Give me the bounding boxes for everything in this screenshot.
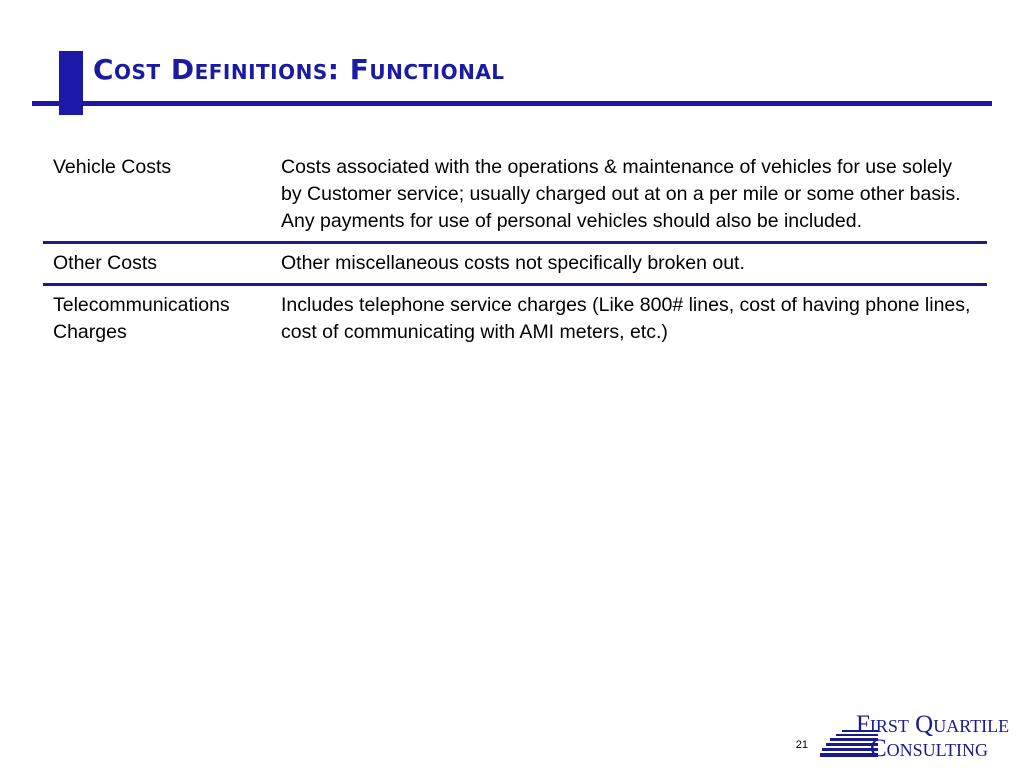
definitions-table — [43, 148, 987, 352]
page-title: Cost Definitions: Functional — [93, 53, 505, 86]
description-cell: Includes telephone service charges (Like 800# lines, cost of having phone lines, cost of communicating with AMI meters, etc.) — [281, 294, 971, 343]
term-cell: Other Costs — [43, 243, 271, 285]
table-row — [43, 243, 987, 285]
page-number: 21 — [795, 739, 808, 751]
logo-line-1: First Quartile — [856, 711, 1010, 738]
logo-wordmark — [856, 713, 1009, 761]
description-cell: Costs associated with the operations & maintenance of vehicles for use solely by Customer service; usually charged out at on a per mile or some other basis. Any payments for use of personal vehicles should also be included. — [271, 148, 987, 243]
title-underline — [32, 101, 992, 106]
table-row — [43, 148, 987, 243]
table-row — [43, 285, 987, 353]
company-logo — [820, 713, 1024, 765]
logo-line-2: Consulting — [870, 735, 989, 762]
term-cell: Vehicle Costs — [43, 148, 271, 243]
term-cell: Telecommunications Charges — [53, 294, 230, 343]
description-cell: Other miscellaneous costs not specifically broken out. — [271, 243, 987, 285]
